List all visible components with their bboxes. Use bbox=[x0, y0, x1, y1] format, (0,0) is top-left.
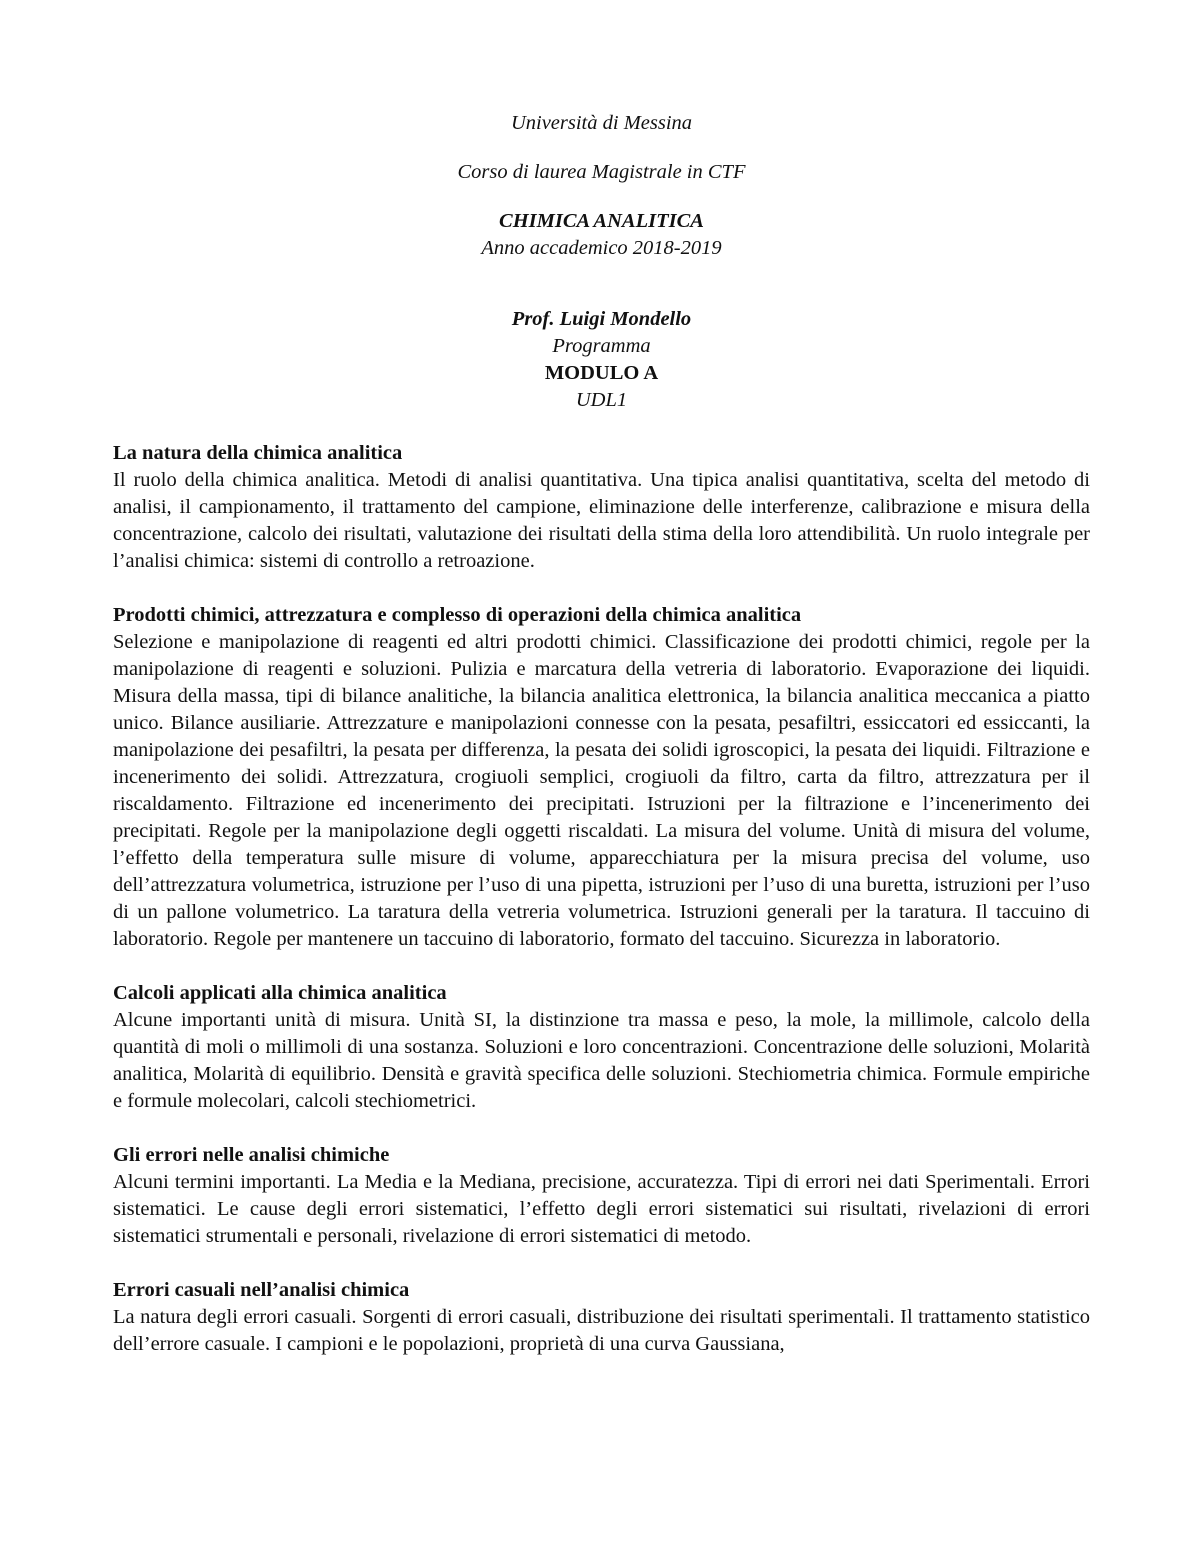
section-body: Alcune importanti unità di misura. Unità SI, la distinzione tra massa e peso, la mole, la millimole, calcolo della quantità di moli o millimoli di una sostanza. Soluzioni e loro concentrazioni. Concentrazione delle soluzioni, Molarità analitica, Molarità di equilibrio. Densità e gravità specifica delle soluzioni. Stechiometria chimica. Formule empiriche e formule molecolari, calcoli stechiometrici. bbox=[113, 1009, 1090, 1112]
section-errori-casuali bbox=[113, 1277, 1090, 1358]
program-label: Programma bbox=[552, 335, 651, 357]
section-title: Prodotti chimici, attrezzatura e complesso di operazioni della chimica analitica bbox=[113, 604, 802, 626]
section-title: Gli errori nelle analisi chimiche bbox=[113, 1144, 390, 1166]
section-natura bbox=[113, 440, 1090, 575]
section-prodotti bbox=[113, 602, 1090, 953]
section-title: Calcoli applicati alla chimica analitica bbox=[113, 982, 447, 1004]
course-name: Corso di laurea Magistrale in CTF bbox=[457, 161, 746, 183]
professor-name: Prof. Luigi Mondello bbox=[511, 308, 692, 330]
university-name: Università di Messina bbox=[510, 112, 693, 134]
section-body: Alcuni termini importanti. La Media e la Mediana, precisione, accuratezza. Tipi di errori nei dati Sperimentali. Errori sistematici. Le cause degli errori sistematici, l’effetto degli errori sistematici sui risultati, rivelazioni di errori sistematici strumentali e personali, rivelazione di errori sistematici di metodo. bbox=[113, 1171, 1090, 1247]
document-header bbox=[113, 110, 1090, 414]
section-title: La natura della chimica analitica bbox=[113, 442, 403, 464]
section-body: Il ruolo della chimica analitica. Metodi di analisi quantitativa. Una tipica analisi quantitativa, scelta del metodo di analisi, il campionamento, il trattamento del campione, eliminazione delle interferenze, calibrazione e misura della concentrazione, calcolo dei risultati, valutazione dei risultati della stima della loro attendibilità. Un ruolo integrale per l’analisi chimica: sistemi di controllo a retroazione. bbox=[113, 469, 1090, 572]
section-errori bbox=[113, 1142, 1090, 1250]
section-body: Selezione e manipolazione di reagenti ed altri prodotti chimici. Classificazione dei prodotti chimici, regole per la manipolazione di reagenti e soluzioni. Pulizia e marcatura della vetreria di laboratorio. Evaporazione dei liquidi. Misura della massa, tipi di bilance analitiche, la bilancia analitica elettronica, la bilancia analitica meccanica a piatto unico. Bilance ausiliarie. Attrezzature e manipolazioni connesse con la pesata, pesafiltri, essiccatori ed essiccanti, la manipolazione dei pesafiltri, la pesata per differenza, la pesata dei solidi igroscopici, la pesata dei liquidi. Filtrazione e incenerimento dei solidi. Attrezzatura, crogiuoli semplici, crogiuoli da filtro, carta da filtro, attrezzatura per il riscaldamento. Filtrazione ed incenerimento dei precipitati. Istruzioni per la filtrazione e l’incenerimento dei precipitati. Regole per la manipolazione degli oggetti riscaldati. La misura del volume. Unità di misura del volume, l’effetto della temperatura sulle misure di volume, apparecchiatura per la misura precisa del volume, uso dell’attrezzatura volumetrica, istruzione per l’uso di una pipetta, istruzioni per l’uso di una buretta, istruzioni per l’uso di un pallone volumetrico. La taratura della vetreria volumetrica. Istruzioni generali per la taratura. Il taccuino di laboratorio. Regole per mantenere un taccuino di laboratorio, formato del taccuino. Sicurezza in laboratorio. bbox=[113, 631, 1090, 950]
module-label: MODULO A bbox=[544, 362, 659, 384]
subject-title: CHIMICA ANALITICA bbox=[499, 210, 704, 232]
section-calcoli bbox=[113, 980, 1090, 1115]
unit-label: UDL1 bbox=[575, 389, 628, 411]
section-title: Errori casuali nell’analisi chimica bbox=[113, 1279, 410, 1301]
academic-year: Anno accademico 2018-2019 bbox=[481, 237, 722, 259]
sections-container bbox=[113, 440, 1090, 1358]
document-page bbox=[113, 110, 1090, 1385]
section-body: La natura degli errori casuali. Sorgenti di errori casuali, distribuzione dei risultati sperimentali. Il trattamento statistico dell’errore casuale. I campioni e le popolazioni, proprietà di una curva Gaussiana, bbox=[113, 1306, 1090, 1355]
